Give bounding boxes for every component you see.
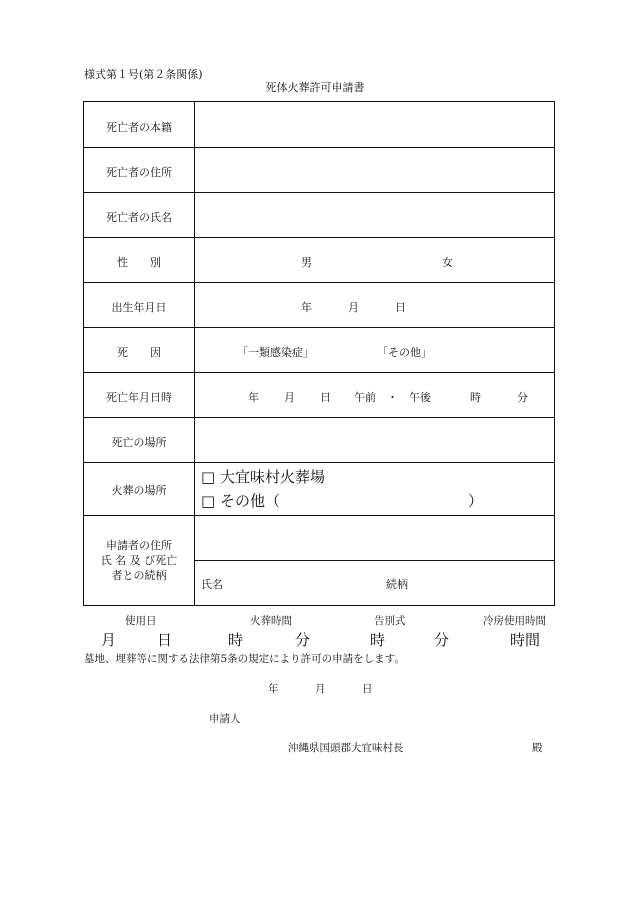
birth-year-unit: 年	[301, 301, 312, 314]
other-place-checkbox[interactable]: □ その他（	[201, 492, 280, 510]
am-pm-options[interactable]: 午前 ・ 午後	[354, 391, 431, 404]
other-place-field[interactable]	[289, 492, 464, 510]
death-month-unit: 月	[284, 391, 295, 404]
row-divider	[84, 327, 554, 328]
farewell-minute-unit: 分	[434, 631, 450, 649]
sex-male-option[interactable]: 男	[301, 256, 312, 269]
sign-month-unit: 月	[315, 683, 326, 695]
applicant-name-label: 氏名	[201, 578, 223, 591]
cause-other-option[interactable]: 「その他」	[377, 346, 432, 359]
name-field[interactable]	[195, 193, 553, 236]
row-divider	[84, 372, 554, 373]
death-day-unit: 日	[320, 391, 331, 404]
crematorium-checkbox[interactable]: □ 大宜味村火葬場	[201, 468, 325, 486]
addressee: 沖縄県国頭郡大宜味村長	[288, 742, 404, 754]
death-place-field[interactable]	[195, 418, 553, 461]
applicant-label: 申請人	[209, 713, 241, 725]
use-month-unit: 月	[101, 631, 117, 649]
row-divider	[84, 237, 554, 238]
label-applicant-line1: 申請者の住所	[106, 539, 172, 552]
label-applicant-line3: 者との続柄	[111, 569, 167, 582]
applicant-signature-field[interactable]	[250, 706, 530, 728]
death-minute-unit: 分	[517, 391, 528, 404]
cause-infectious-option[interactable]: 「一類感染症」	[237, 346, 314, 359]
farewell-hour-unit: 時	[370, 631, 386, 649]
applicant-address-field[interactable]	[195, 516, 553, 559]
cremation-time-heading: 火葬時間	[250, 615, 292, 627]
use-day-unit: 日	[157, 631, 173, 649]
document-title: 死体火葬許可申請書	[265, 81, 365, 94]
death-year-unit: 年	[248, 391, 259, 404]
ac-hours-unit: 時間	[510, 631, 541, 649]
use-day-heading: 使用日	[125, 615, 157, 627]
label-honseki: 死亡者の本籍	[106, 121, 172, 134]
row-divider	[84, 462, 554, 463]
honorific: 殿	[532, 742, 543, 754]
cremation-hour-unit: 時	[228, 631, 244, 649]
ac-time-heading: 冷房使用時間	[483, 615, 546, 627]
death-hour-unit: 時	[470, 391, 481, 404]
row-divider	[84, 282, 554, 283]
applicant-inner-divider	[194, 560, 554, 561]
relationship-label: 続柄	[386, 578, 408, 591]
sign-day-unit: 日	[362, 683, 373, 695]
applicant-name-field[interactable]	[226, 570, 376, 594]
label-birthdate: 出生年月日	[111, 301, 167, 314]
other-place-close-paren: ）	[468, 492, 484, 510]
sex-female-option[interactable]: 女	[442, 256, 453, 269]
application-table	[83, 101, 555, 606]
form-number: 様式第１号(第２条関係)	[84, 68, 203, 81]
label-applicant-line2: 氏 名 及 び死亡	[100, 554, 178, 567]
legal-statement: 墓地、埋葬等に関する法律第5条の規定により許可の申請をします。	[84, 653, 405, 665]
label-address: 死亡者の住所	[106, 166, 172, 179]
label-name: 死亡者の氏名	[106, 211, 172, 224]
label-death-place: 死亡の場所	[111, 436, 167, 449]
address-field[interactable]	[195, 148, 553, 191]
birth-month-unit: 月	[348, 301, 359, 314]
cremation-minute-unit: 分	[295, 631, 311, 649]
birth-day-unit: 日	[395, 301, 406, 314]
label-cremation-place: 火葬の場所	[111, 484, 167, 497]
relationship-field[interactable]	[414, 570, 550, 594]
label-cause: 死 因	[117, 346, 161, 359]
farewell-heading: 告別式	[374, 615, 406, 627]
label-applicant	[84, 538, 194, 583]
label-sex: 性 別	[117, 256, 161, 269]
honseki-field[interactable]	[195, 103, 553, 146]
sign-year-unit: 年	[268, 683, 279, 695]
label-death-datetime: 死亡年月日時	[106, 391, 172, 404]
